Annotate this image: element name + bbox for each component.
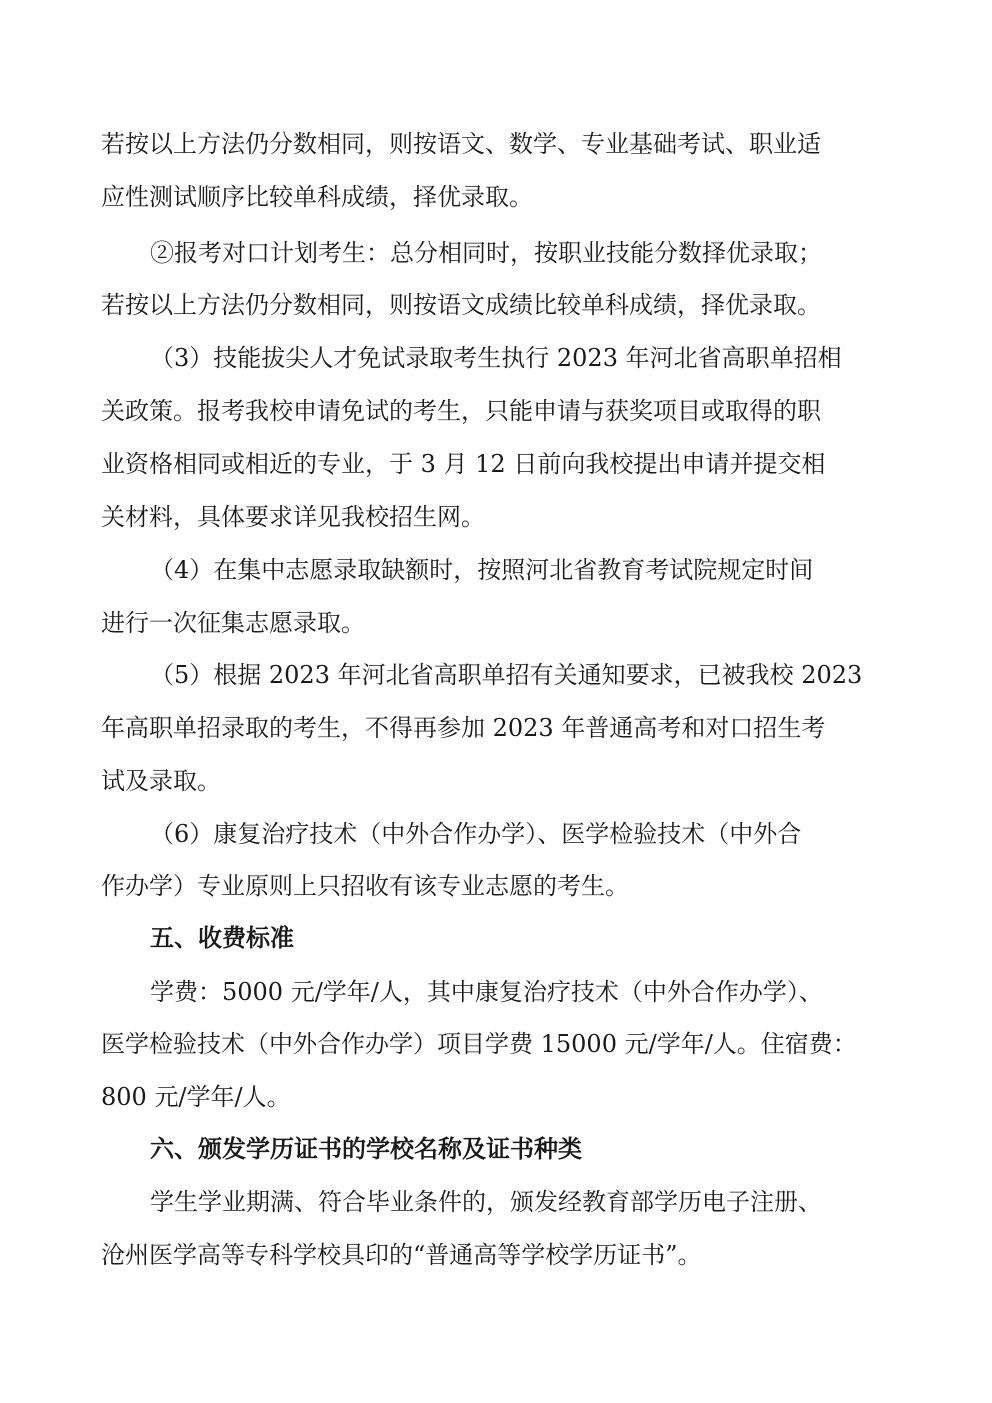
text-line-content: 医学检验技术（中外合作办学）项目学费 15000 元/学年/人。住宿费： — [101, 1030, 857, 1058]
text-line-content: 应性测试顺序比较单科成绩，择优录取。 — [101, 183, 533, 211]
text-line — [0, 500, 992, 534]
text-line-content: （4）在集中志愿录取缺额时，按照河北省教育考试院规定时间 — [150, 556, 814, 584]
text-line-content: 学费：5000 元/学年/人，其中康复治疗技术（中外合作办学）、 — [150, 978, 823, 1006]
text-line — [0, 764, 992, 798]
text-line — [0, 606, 992, 640]
text-line-content: （6）康复治疗技术（中外合作办学）、医学检验技术（中外合 — [150, 820, 802, 848]
text-line-content: 作办学）专业原则上只招收有该专业志愿的考生。 — [101, 872, 629, 900]
section-heading — [0, 1132, 992, 1166]
text-line — [0, 869, 992, 903]
text-line-content: 800 元/学年/人。 — [101, 1083, 291, 1111]
text-line — [0, 1185, 992, 1219]
section-heading — [0, 921, 992, 955]
text-line-content: 业资格相同或相近的专业，于 3 月 12 日前向我校提出申请并提交相 — [101, 450, 826, 478]
text-line-content: 若按以上方法仍分数相同，则按语文、数学、专业基础考试、职业适 — [101, 130, 821, 158]
text-line-content: 年高职单招录取的考生，不得再参加 2023 年普通高考和对口招生考 — [101, 714, 826, 742]
text-line — [0, 288, 992, 322]
text-line-content: 若按以上方法仍分数相同，则按语文成绩比较单科成绩，择优录取。 — [101, 291, 821, 319]
section-heading-text: 五、收费标准 — [150, 924, 294, 952]
text-line-content: 关政策。报考我校申请免试的考生，只能申请与获奖项目或取得的职 — [101, 397, 821, 425]
text-line — [0, 236, 992, 270]
text-line — [0, 817, 992, 851]
text-line-content: ②报考对口计划考生：总分相同时，按职业技能分数择优录取； — [150, 239, 822, 267]
text-line-content: 学生学业期满、符合毕业条件的，颁发经教育部学历电子注册、 — [150, 1188, 822, 1216]
text-line — [0, 341, 992, 375]
text-line — [0, 127, 992, 161]
text-line-content: （5）根据 2023 年河北省高职单招有关通知要求，已被我校 2023 — [150, 661, 863, 689]
section-heading-text: 六、颁发学历证书的学校名称及证书种类 — [150, 1135, 582, 1163]
text-line — [0, 658, 992, 692]
text-line — [0, 1080, 992, 1114]
text-line — [0, 1027, 992, 1061]
text-line-content: 进行一次征集志愿录取。 — [101, 609, 365, 637]
text-line-content: （3）技能拔尖人才免试录取考生执行 2023 年河北省高职单招相 — [150, 344, 842, 372]
text-line-content: 试及录取。 — [101, 767, 221, 795]
text-line — [0, 447, 992, 481]
text-line — [0, 975, 992, 1009]
text-line-content: 沧州医学高等专科学校具印的“普通高等学校学历证书”。 — [101, 1241, 702, 1269]
text-line — [0, 394, 992, 428]
text-line — [0, 711, 992, 745]
text-line-content: 关材料，具体要求详见我校招生网。 — [101, 503, 485, 531]
text-line — [0, 553, 992, 587]
text-line — [0, 1238, 992, 1272]
text-line — [0, 180, 992, 214]
